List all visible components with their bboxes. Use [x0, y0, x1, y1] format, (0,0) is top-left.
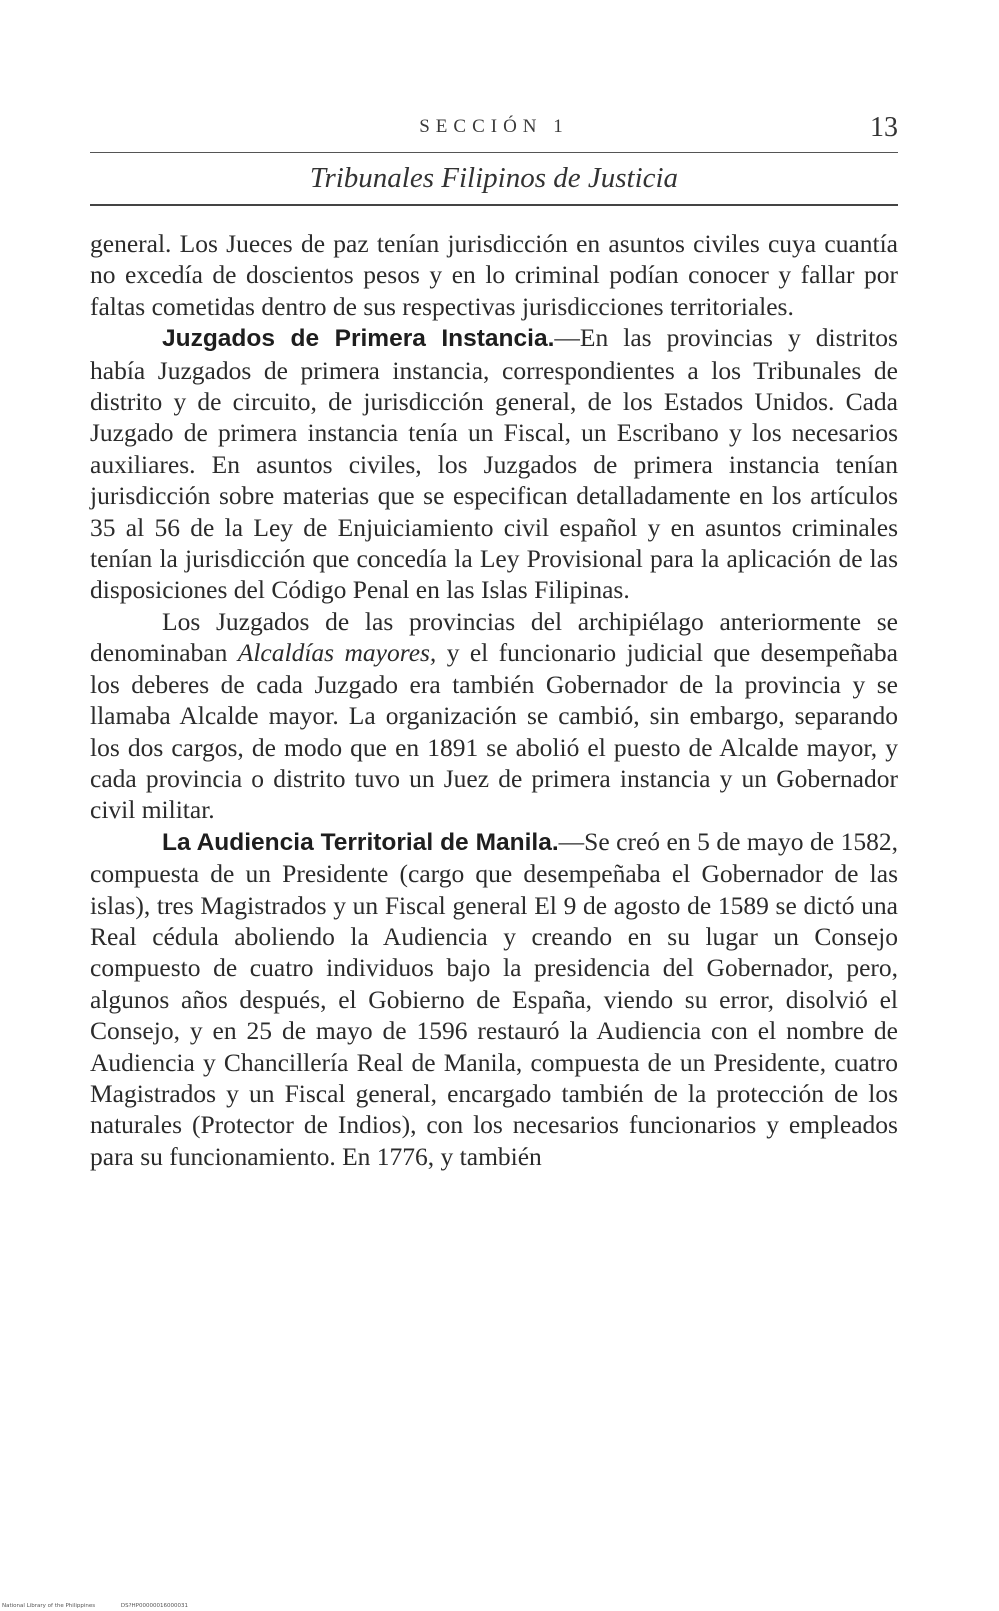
paragraph-3-before: Los Juzgados de las provincias del archipiélago anteriormente se denominaban	[90, 606, 898, 668]
footer-code: DS?HP00000016000031	[120, 1603, 188, 1609]
paragraph-2	[90, 322, 898, 606]
paragraph-3	[90, 606, 898, 826]
header-rule-bottom	[90, 204, 898, 206]
page-number: 13	[870, 112, 898, 143]
running-head	[90, 112, 898, 152]
paragraph-4-body: —Se creó en 5 de mayo de 1582, compuesta de un Presidente (cargo que desempeñaba el Gobernador de las islas), tres Magistrados y un Fiscal general El 9 de agosto de 1589 se dictó una Real cédula aboliendo la Audiencia y creando en su lugar un Consejo compuesto de cuatro individuos bajo la presidencia del Gobernador, pero, algunos años después, el Gobierno de España, viendo su error, disolvió el Consejo, y en 25 de mayo de 1596 restauró la Audiencia con el nombre de Audiencia y Chancillería Real de Manila, compuesta de un Presidente, cuatro Magistrados y un Fiscal general, encargado también de la protección de los naturales (Protector de Indios), con los necesarios funcionarios y empleados para su funcionamiento. En 1776, y también	[90, 826, 898, 1171]
paragraph-4	[90, 826, 898, 1172]
footer-library: National Library of the Philippines	[2, 1603, 96, 1609]
paragraph-1: general. Los Jueces de paz tenían jurisdicción en asuntos civiles cuya cuantía no excedía de doscientos pesos y en lo criminal podían conocer y fallar por faltas cometidas dentro de sus respectivas jurisdicciones territoriales.	[90, 229, 898, 321]
header-rule-top	[90, 152, 898, 153]
heading-juzgados: Juzgados de Primera Instancia.	[162, 325, 555, 353]
scan-footer	[2, 1603, 212, 1609]
paragraph-3-italic: Alcaldías mayores,	[237, 638, 437, 668]
paragraph-3-after: y el funcionario judicial que desempeñaba los deberes de cada Juzgado era también Gobernador de la provincia y se llamaba Alcalde mayor. La organización se cambió, sin embargo, separando los dos cargos, de modo que en 1891 se abolió el puesto de Alcalde mayor, y cada provincia o distrito tuvo un Juez de primera instancia y un Gobernador civil militar.	[90, 638, 898, 825]
section-label: SECCIÓN 1	[419, 116, 569, 137]
paragraph-2-body: —En las provincias y distritos había Juzgados de primera instancia, correspondientes a los Tribunales de distrito y de circuito, de jurisdicción general, de los Estados Unidos. Cada Juzgado de primera instancia tenía un Fiscal, un Escribano y los necesarios auxiliares. En asuntos civiles, los Juzgados de primera instancia tenían jurisdicción sobre materias que se especifican detalladamente en los artículos 35 al 56 de la Ley de Enjuiciamiento civil español y en asuntos criminales tenían la jurisdicción que concedía la Ley Provisional para la aplicación de las disposiciones del Código Penal en las Islas Filipinas.	[90, 323, 898, 605]
page-subtitle: Tribunales Filipinos de Justicia	[309, 162, 679, 194]
heading-audiencia: La Audiencia Territorial de Manila.	[162, 828, 559, 856]
body-text	[90, 228, 898, 1172]
